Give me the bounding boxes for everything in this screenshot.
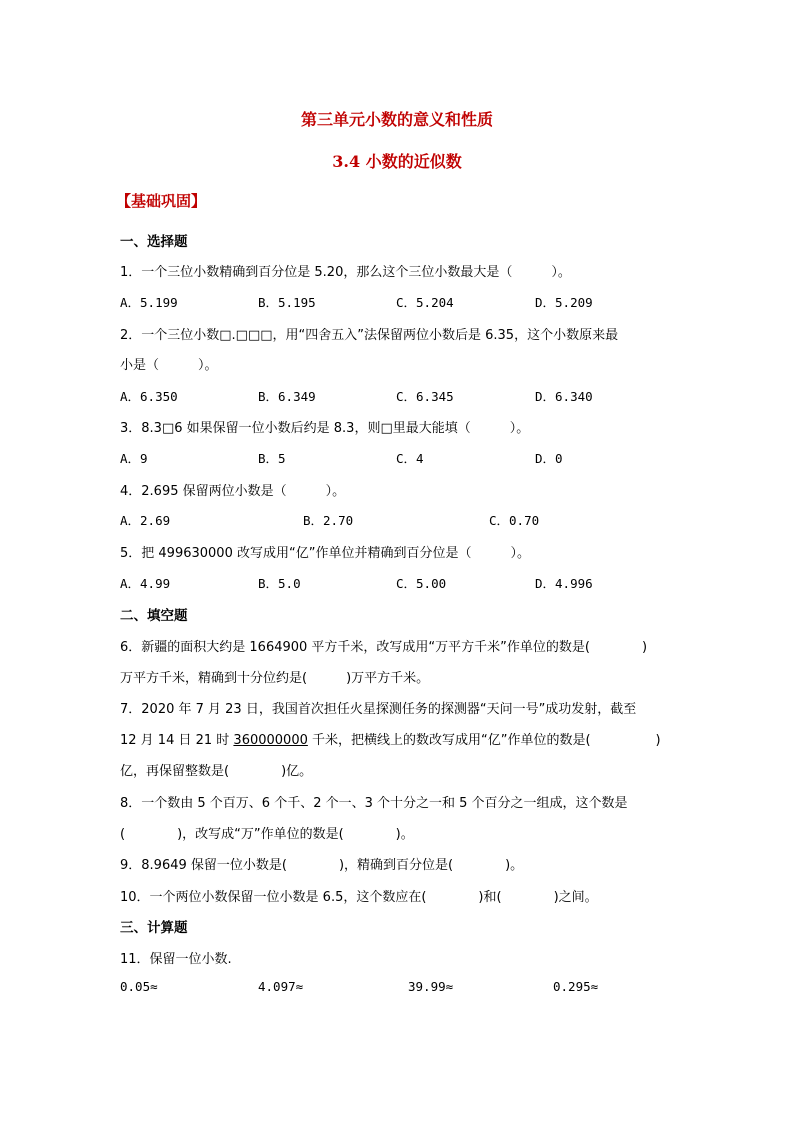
- q2-option-c: C．6.345: [396, 389, 454, 404]
- question-9: 9．8.9649 保留一位小数是( )，精确到百分位是( )。: [120, 858, 524, 873]
- q3-option-c: C．4: [396, 451, 424, 466]
- q2-option-d: D．6.340: [535, 389, 593, 404]
- question-8-line-2: ( )，改写成“万”作单位的数是( )。: [120, 827, 414, 842]
- question-6-line-1: 6．新疆的面积大约是 1664900 平方千米，改写成用“万平方千米”作单位的数是( ): [120, 640, 648, 655]
- q5-option-d: D．4.996: [535, 576, 593, 591]
- question-5: 5．把 499630000 改写成用“亿”作单位并精确到百分位是（ ）。: [120, 546, 530, 561]
- heading-multiple-choice: 一、选择题: [120, 234, 188, 250]
- q11-item-2: 4.097≈: [258, 979, 304, 994]
- question-6-line-2: 万平方千米，精确到十分位约是( )万平方千米。: [120, 671, 430, 686]
- question-2-line-1: 2．一个三位小数□.□□□，用“四舍五入”法保留两位小数后是 6.35，这个小数原来最: [120, 328, 619, 343]
- q2-option-b: B．6.349: [258, 389, 316, 404]
- question-4: 4．2.695 保留两位小数是（ ）。: [120, 484, 346, 499]
- q4-option-b: B．2.70: [303, 513, 354, 528]
- question-3: 3．8.3□6 如果保留一位小数后约是 8.3，则□里最大能填（ ）。: [120, 421, 530, 436]
- q5-option-b: B．5.0: [258, 576, 301, 591]
- q1-option-b: B．5.195: [258, 295, 316, 310]
- unit-title: 第三单元小数的意义和性质: [300, 110, 493, 129]
- q3-option-b: B．5: [258, 451, 286, 466]
- heading-calculation: 三、计算题: [120, 920, 188, 936]
- question-7-line-2: [120, 729, 661, 748]
- q3-option-a: A．9: [120, 451, 148, 466]
- q7-underlined-number: 360000000: [233, 733, 308, 748]
- question-10: 10．一个两位小数保留一位小数是 6.5，这个数应在( )和( )之间。: [120, 890, 598, 905]
- q1-option-d: D．5.209: [535, 295, 593, 310]
- question-7-line-1: 7．2020 年 7 月 23 日，我国首次担任火星探测任务的探测器“天问一号”成功发射，截至: [120, 702, 637, 717]
- q4-option-c: C．0.70: [489, 513, 540, 528]
- q4-option-a: A．2.69: [120, 513, 171, 528]
- question-2-line-2: 小是（ ）。: [120, 358, 218, 373]
- q1-option-c: C．5.204: [396, 295, 454, 310]
- question-11: 11．保留一位小数.: [120, 952, 232, 967]
- q1-option-a: A．5.199: [120, 295, 178, 310]
- q7-date-text: 12 月 14 日 21 时: [120, 733, 234, 748]
- q11-item-3: 39.99≈: [408, 979, 454, 994]
- q5-option-a: A．4.99: [120, 576, 171, 591]
- q2-option-a: A．6.350: [120, 389, 178, 404]
- heading-fill-in-blank: 二、填空题: [120, 608, 188, 624]
- q5-option-c: C．5.00: [396, 576, 447, 591]
- question-7-line-3: 亿，再保留整数是( )亿。: [120, 764, 313, 779]
- q11-item-1: 0.05≈: [120, 979, 158, 994]
- lesson-title: 3.4 小数的近似数: [332, 152, 462, 171]
- question-1: 1．一个三位小数精确到百分位是 5.20，那么这个三位小数最大是（ ）。: [120, 265, 571, 280]
- q7-instruction-text: 千米，把横线上的数改写成用“亿”作单位的数是( ): [307, 733, 661, 748]
- question-8-line-1: 8．一个数由 5 个百万、6 个千、2 个一、3 个十分之一和 5 个百分之一组成，这个数是: [120, 796, 628, 811]
- q3-option-d: D．0: [535, 451, 563, 466]
- q11-item-4: 0.295≈: [553, 979, 599, 994]
- section-basic-consolidation: 【基础巩固】: [116, 192, 207, 210]
